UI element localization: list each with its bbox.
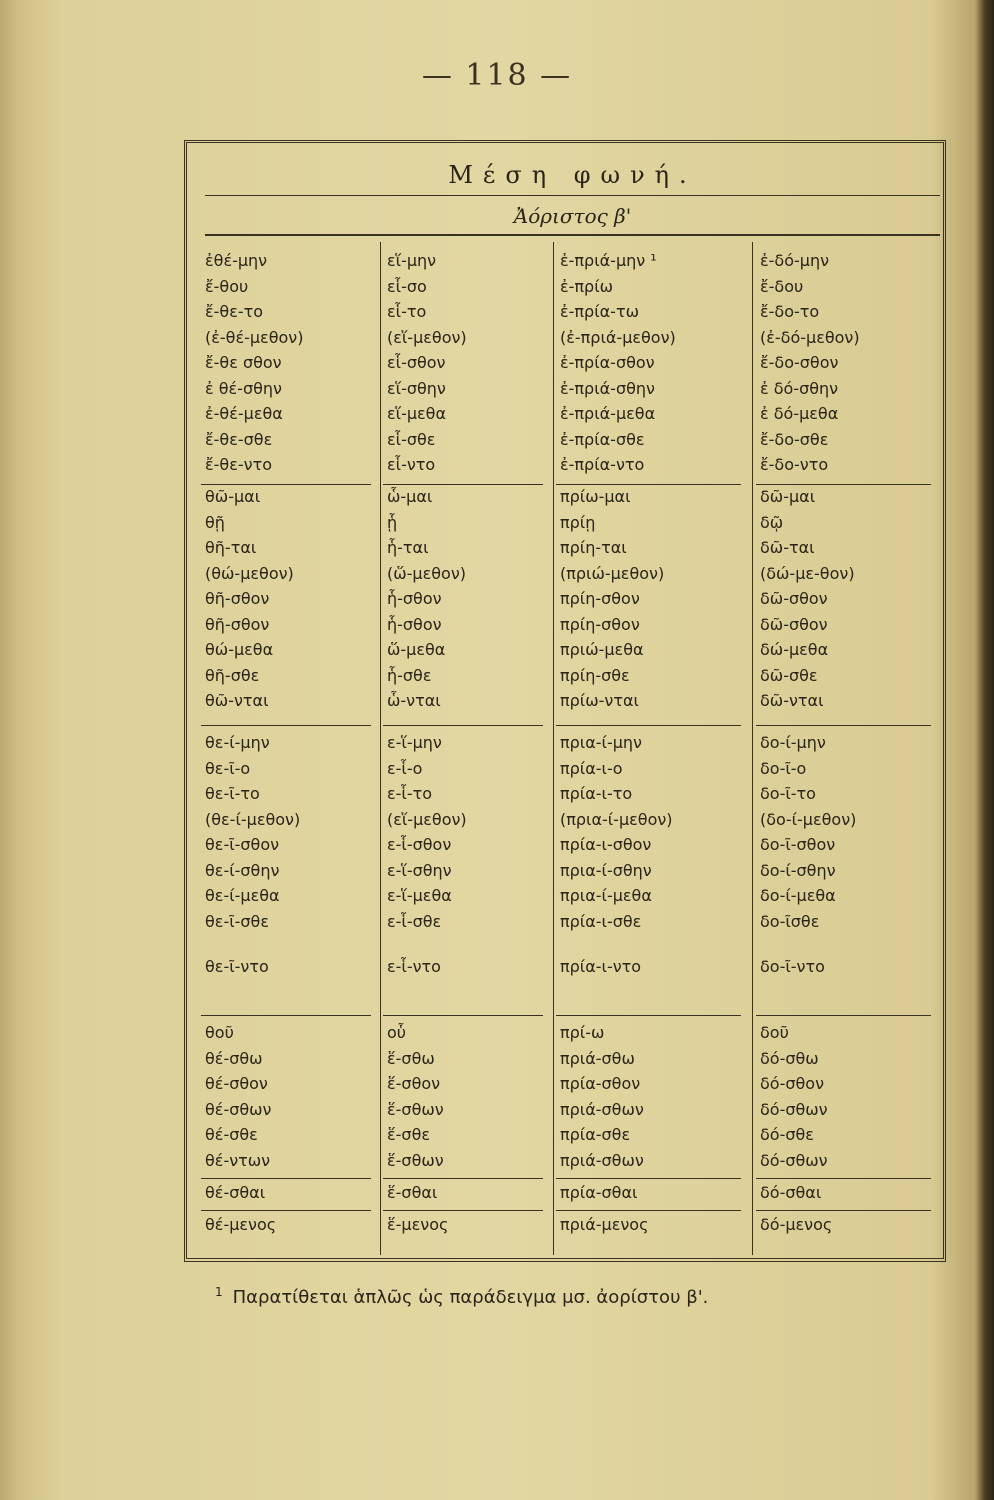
verb-form: ἐ-πρία-σθε: [560, 429, 645, 449]
group-divider: [383, 1210, 543, 1211]
verb-form: πρία-ι-το: [560, 784, 633, 803]
group-divider: [756, 1015, 931, 1016]
verb-form: οὗ: [387, 1023, 407, 1042]
verb-form: ἧ-ται: [387, 538, 429, 557]
verb-form: ἕ-σθων: [387, 1099, 444, 1119]
verb-form: (ὥ-μεθον): [387, 563, 466, 583]
verb-form: ἐ-πρία-σθον: [560, 353, 655, 372]
verb-form: θε-ῖ-σθε: [205, 911, 269, 931]
conjugation-cell: [205, 1020, 271, 1173]
column-divider: [752, 242, 753, 1255]
verb-form: ἐ δό-μεθα: [760, 404, 839, 423]
verb-form: (δο-ί-μεθον): [760, 809, 857, 829]
verb-form: δό-σθων: [760, 1150, 828, 1170]
verb-form: ε-ἷ-ντο: [387, 957, 441, 976]
verb-form: θῶ-νται: [205, 691, 269, 710]
group-divider: [756, 1210, 931, 1211]
verb-form: (ἐ-δό-μεθον): [760, 327, 860, 347]
conjugation-cell: [387, 1180, 437, 1206]
verb-form: ἔ-θε-σθε: [205, 429, 273, 449]
verb-form: ἧ-σθον: [387, 589, 442, 608]
verb-form: δό-σθων: [760, 1099, 828, 1119]
group-divider: [383, 1015, 543, 1016]
verb-form: πρίη-σθον: [560, 589, 640, 608]
verb-form: εἷ-ντο: [387, 455, 436, 474]
verb-form: πρία-σθον: [560, 1074, 641, 1093]
verb-form: θέ-ντων: [205, 1150, 271, 1170]
conjugation-cell: [760, 1212, 832, 1238]
verb-form: πρί-ω: [560, 1023, 605, 1042]
verb-form: θε-ῖ-ντο: [205, 957, 269, 976]
verb-form: πρίη-ται: [560, 538, 627, 557]
verb-form: θέ-σθων: [205, 1099, 272, 1119]
verb-form: δο-ῖ-το: [760, 784, 816, 803]
conjugation-cell: [205, 730, 300, 980]
verb-form: ἐ-πρία-ντο: [560, 455, 645, 474]
verb-form: πρίω-μαι: [560, 487, 631, 506]
verb-form: πρίη-σθε: [560, 665, 630, 685]
verb-form: θε-ί-μην: [205, 733, 270, 752]
conjugation-cell: [560, 248, 676, 478]
conjugation-cell: [205, 1212, 276, 1238]
tense-title: Ἀόριστος β': [205, 198, 940, 236]
verb-form: εἷ-το: [387, 302, 427, 321]
verb-form: ε-ἵ-μεθα: [387, 886, 452, 905]
group-divider: [201, 1210, 371, 1211]
verb-form: ἧ-σθον: [387, 614, 442, 634]
group-divider: [756, 1178, 931, 1179]
verb-form: πρία-σθαι: [560, 1183, 638, 1202]
verb-form: δῶ-σθον: [760, 589, 828, 608]
verb-form: ἕ-σθω: [387, 1048, 435, 1068]
group-divider: [556, 1210, 741, 1211]
verb-form: δώ-μεθα: [760, 640, 829, 659]
group-divider: [556, 1178, 741, 1179]
verb-form: (δώ-με-θον): [760, 563, 855, 583]
footnote: [215, 1285, 935, 1308]
verb-form: ἔ-θε σθον: [205, 353, 282, 372]
verb-form: ἐ-θέ-μεθα: [205, 404, 283, 423]
verb-form: πρια-ί-σθην: [560, 860, 652, 880]
verb-form: ε-ἵ-μην: [387, 733, 442, 752]
column-divider: [380, 242, 381, 1255]
verb-form: δο-ί-μεθα: [760, 886, 836, 905]
verb-form: ἐ-δό-μην: [760, 251, 830, 270]
verb-form: θε-ῖ-το: [205, 784, 260, 803]
verb-form: δό-σθε: [760, 1125, 814, 1144]
verb-form: εἵ-σθην: [387, 378, 446, 398]
conjugation-cell: [205, 1180, 265, 1206]
verb-form: θοῦ: [205, 1023, 234, 1042]
verb-form: θέ-μενος: [205, 1215, 277, 1234]
group-divider: [201, 725, 371, 726]
verb-form: δῷ: [760, 512, 784, 532]
conjugation-cell: [387, 1020, 444, 1173]
verb-form: (πριώ-μεθον): [560, 563, 665, 583]
verb-form: θέ-σθαι: [205, 1183, 266, 1202]
verb-form: ἔ-θου: [205, 276, 249, 296]
verb-form: θῆ-ται: [205, 538, 257, 557]
conjugation-cell: [760, 730, 856, 980]
verb-form: ἕ-μενος: [387, 1215, 449, 1234]
verb-form: ἔ-θε-το: [205, 302, 264, 321]
column-divider: [553, 242, 554, 1255]
verb-form: (θε-ί-μεθον): [205, 809, 301, 829]
verb-form: δῶ-σθε: [760, 665, 818, 685]
verb-form: (πρια-ί-μεθον): [560, 809, 673, 829]
voice-title: Μέση φωνή.: [205, 155, 940, 196]
conjugation-cell: [205, 484, 294, 714]
verb-form: εἵ-μην: [387, 251, 437, 270]
conjugation-cell: [760, 484, 855, 714]
verb-form: ἔ-δο-σθε: [760, 429, 829, 449]
verb-form: (ἐ-πριά-μεθον): [560, 327, 676, 347]
verb-form: ἔ-δο-το: [760, 302, 820, 321]
verb-form: πρία-σθε: [560, 1125, 631, 1144]
verb-form: πρία-ι-σθε: [560, 911, 642, 931]
verb-form: (θώ-μεθον): [205, 563, 294, 583]
verb-form: πρία-ι-ο: [560, 758, 623, 778]
verb-form: ε-ἷ-σθον: [387, 835, 452, 854]
verb-form: ἐ δό-σθην: [760, 378, 839, 398]
verb-form: ἧ-σθε: [387, 665, 432, 685]
verb-form: πριά-σθων: [560, 1099, 644, 1119]
verb-form: θε-ῖ-ο: [205, 758, 251, 778]
group-divider: [756, 725, 931, 726]
conjugation-cell: [560, 1180, 637, 1206]
verb-form: ὧ-νται: [387, 691, 441, 710]
verb-form: δοῦ: [760, 1023, 789, 1042]
conjugation-cell: [387, 248, 467, 478]
verb-form: δο-ῖ-σθον: [760, 835, 836, 854]
verb-form: ἐ-πριά-μην ¹: [560, 251, 657, 270]
verb-form: δο-ί-μην: [760, 733, 826, 752]
conjugation-cell: [560, 730, 673, 980]
conjugation-cell: [560, 1212, 648, 1238]
verb-form: ἔ-θε-ντο: [205, 455, 272, 474]
verb-form: πρίω-νται: [560, 691, 639, 710]
verb-form: ε-ἷ-ο: [387, 758, 423, 778]
verb-form: (εἵ-μεθον): [387, 327, 467, 347]
group-divider: [201, 1178, 371, 1179]
verb-form: εἷ-σθε: [387, 429, 436, 449]
verb-form: ε-ἷ-το: [387, 784, 433, 803]
verb-form: ἕ-σθον: [387, 1074, 441, 1093]
verb-form: θέ-σθον: [205, 1074, 268, 1093]
verb-form: δο-ῖ-ντο: [760, 957, 825, 976]
verb-form: δῶ-σθον: [760, 614, 828, 634]
verb-form: ὥ-μεθα: [387, 640, 446, 659]
verb-form: πριά-μενος: [560, 1215, 649, 1234]
verb-form: θῇ: [205, 512, 225, 532]
verb-form: δῶ-μαι: [760, 487, 816, 506]
verb-form: ἐθέ-μην: [205, 251, 268, 270]
verb-form: (εἵ-μεθον): [387, 809, 467, 829]
verb-form: πρια-ί-μην: [560, 733, 642, 752]
verb-form: εἷ-σθον: [387, 353, 446, 372]
verb-form: θέ-σθω: [205, 1048, 263, 1068]
verb-form: πριά-σθων: [560, 1150, 644, 1170]
verb-form: πρία-ι-σθον: [560, 835, 652, 854]
conjugation-cell: [760, 248, 860, 478]
verb-form: ὧ-μαι: [387, 487, 433, 506]
group-divider: [383, 1178, 543, 1179]
verb-form: ἐ-πρίω: [560, 276, 614, 296]
conjugation-cell: [760, 1020, 828, 1173]
conjugation-cell: [387, 1212, 448, 1238]
verb-form: ε-ἷ-σθε: [387, 911, 442, 931]
verb-form: πριώ-μεθα: [560, 640, 644, 659]
verb-form: θῶ-μαι: [205, 487, 261, 506]
verb-form: πρία-ι-ντο: [560, 957, 642, 976]
verb-form: πριά-σθω: [560, 1048, 635, 1068]
verb-form: δῶ-ται: [760, 538, 815, 557]
verb-form: θε-ί-σθην: [205, 860, 280, 880]
verb-form: ἐ-πριά-μεθα: [560, 404, 656, 423]
verb-form: πρια-ί-μεθα: [560, 886, 652, 905]
verb-form: ἐ θέ-σθην: [205, 378, 282, 398]
verb-form: πρίη-σθον: [560, 614, 640, 634]
verb-form: δο-ῖσθε: [760, 911, 820, 931]
verb-form: δό-μενος: [760, 1215, 833, 1234]
footnote-text: Παρατίθεται ἁπλῶς ὡς παράδειγμα μσ. ἀορίστου β'.: [232, 1287, 709, 1308]
conjugation-cell: [560, 484, 664, 714]
verb-form: (ἐ-θέ-μεθον): [205, 327, 304, 347]
verb-form: δο-ί-σθην: [760, 860, 836, 880]
verb-form: θῆ-σθε: [205, 665, 260, 685]
verb-form: ἕ-σθαι: [387, 1183, 438, 1202]
verb-form: ᾗ: [387, 512, 398, 532]
verb-form: εἵ-μεθα: [387, 404, 446, 423]
conjugation-cell: [205, 248, 303, 478]
verb-form: δό-σθαι: [760, 1183, 822, 1202]
verb-form: δῶ-νται: [760, 691, 824, 710]
group-divider: [556, 725, 741, 726]
conjugation-cell: [387, 730, 467, 980]
conjugation-cell: [387, 484, 466, 714]
verb-form: ἔ-δο-σθον: [760, 353, 839, 372]
verb-form: θῆ-σθον: [205, 589, 270, 608]
verb-form: ἔ-δου: [760, 276, 804, 296]
verb-form: δό-σθον: [760, 1074, 825, 1093]
group-divider: [383, 725, 543, 726]
group-divider: [556, 1015, 741, 1016]
conjugation-cell: [760, 1180, 821, 1206]
verb-form: ἐ-πρία-τω: [560, 302, 639, 321]
verb-form: ε-ἵ-σθην: [387, 860, 452, 880]
group-divider: [201, 1015, 371, 1016]
verb-form: θε-ῖ-σθον: [205, 835, 280, 854]
footnote-marker: 1: [215, 1285, 223, 1299]
verb-form: θώ-μεθα: [205, 640, 274, 659]
verb-form: ἕ-σθων: [387, 1150, 444, 1170]
verb-form: δό-σθω: [760, 1048, 819, 1068]
verb-form: θῆ-σθον: [205, 614, 270, 634]
verb-form: εἷ-σο: [387, 276, 427, 296]
verb-form: ἕ-σθε: [387, 1125, 430, 1144]
page-number: — 118 —: [421, 58, 573, 93]
verb-form: ἔ-δο-ντο: [760, 455, 829, 474]
verb-form: θέ-σθε: [205, 1125, 258, 1144]
verb-form: θε-ί-μεθα: [205, 886, 280, 905]
verb-form: πρίῃ: [560, 512, 596, 532]
conjugation-cell: [560, 1020, 644, 1173]
verb-form: ἐ-πριά-σθην: [560, 378, 655, 398]
verb-form: δο-ῖ-ο: [760, 758, 807, 778]
